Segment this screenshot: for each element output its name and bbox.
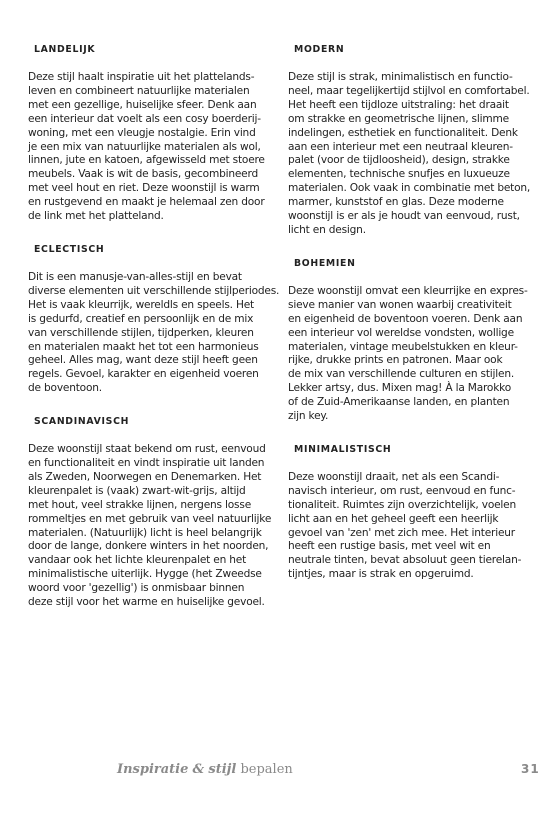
footer-ampersand: & [192,762,205,777]
left-column [28,44,293,610]
section-body: Deze woonstijl omvat een kleurrijke en expres- sieve manier van wonen waarbij creativiteit en eigenheid de boventoon voeren. Denk aan een interieur vol wereldse vondsten, wollige materialen, vintage meubelstukken en kleur- rijke, drukke prints en patronen. Maar ook de mix van verschillende culturen en stijlen. Lekker artsy, dus. Mixen mag! À la Marokko of de Zuid-Amerikaanse landen, en planten zijn key. [288,284,528,423]
section-scandinavisch [28,416,293,610]
section-bohemien [288,258,550,424]
section-heading: BOHEMIEN [294,257,356,269]
section-heading: MODERN [294,44,345,55]
section-heading: LANDELIJK [34,44,96,55]
section-body: Deze stijl haalt inspiratie uit het plattelands- leven en combineert natuurlijke materialen met een gezellige, huiselijke sfeer. Denk aan een interieur dat voelt als een cosy boerderij- woning, met een vleugje nostalgie. Erin vind je een mix van natuurlijke materialen als wol, linnen, jute en katoen, afgewisseld met stoere meubels. Vaak is wit de basis, gecombineerd met veel hout en riet. Deze woonstijl is warm en rustgevend en maakt je helemaal zen door de link met het platteland. [28,71,265,223]
section-eclectisch [28,244,293,396]
section-landelijk [28,44,293,224]
section-modern [288,44,550,238]
section-body: Deze woonstijl draait, net als een Scandi- navisch interieur, om rust, eenvoud en func- tionaliteit. Ruimtes zijn overzichtelijk, voelen licht aan en het geheel geeft een heerlijk gevoel van 'zen' met zich mee. Het interieur heeft een rustige basis, met veel wit en neutrale tinten, bevat absoluut geen tierelan- tijntjes, maar is strak en opgeruimd. [288,470,522,581]
footer-word-bepalen: bepalen [240,762,293,777]
section-heading: SCANDINAVISCH [34,416,130,428]
section-minimalistisch [288,444,550,582]
section-body: Deze stijl is strak, minimalistisch en functio- neel, maar tegelijkertijd stijlvol en comfortabel. Het heeft een tijdloze uitstraling: het draait om strakke en geometrische lijnen, slimme indelingen, esthetiek en functionaliteit. Denk aan een interieur met een neutraal kleuren- palet (voor de tijdloosheid), design, strakke elementen, technische snufjes en luxueuze materialen. Ook vaak in combinatie met beton, marmer, kunststof en glas. Deze moderne woonstijl is er als je houdt van eenvoud, rust, licht en design. [288,71,531,236]
section-heading: ECLECTISCH [34,243,105,255]
section-heading: MINIMALISTISCH [294,443,392,455]
section-body: Deze woonstijl staat bekend om rust, eenvoud en functionaliteit en vindt inspiratie uit landen als Zweden, Noorwegen en Denemarken. Het kleurenpalet is (vaak) zwart-wit-grijs, altijd met hout, veel strakke lijnen, nergens losse rommeltjes en met gebruik van veel natuurlijke materialen. (Natuurlijk) licht is heel belangrijk door de lange, donkere winters in het noorden, vandaar ook het lichte kleurenpalet en het minimalistische uiterlijk. Hygge (het Zweedse woord voor 'gezellig') is onmisbaar binnen deze stijl voor het warme en huiselijke gevoel. [28,443,272,609]
running-footer-title [117,762,293,777]
page-number: 31 [521,762,540,776]
section-body: Dit is een manusje-van-alles-stijl en bevat diverse elementen uit verschillende stijlperiodes. Het is vaak kleurrijk, wereldls en speels. Het is gedurfd, creatief en persoonlijk en de mix van verschillende stijlen, tijdperken, kleuren en materialen maakt het tot een harmonieus geheel. Alles mag, want deze stijl heeft geen regels. Gevoel, karakter en eigenheid voeren de boventoon. [28,270,280,395]
footer-word-inspiratie: Inspiratie [117,762,189,777]
footer-word-stijl: stijl [208,762,237,777]
right-column [288,44,550,582]
